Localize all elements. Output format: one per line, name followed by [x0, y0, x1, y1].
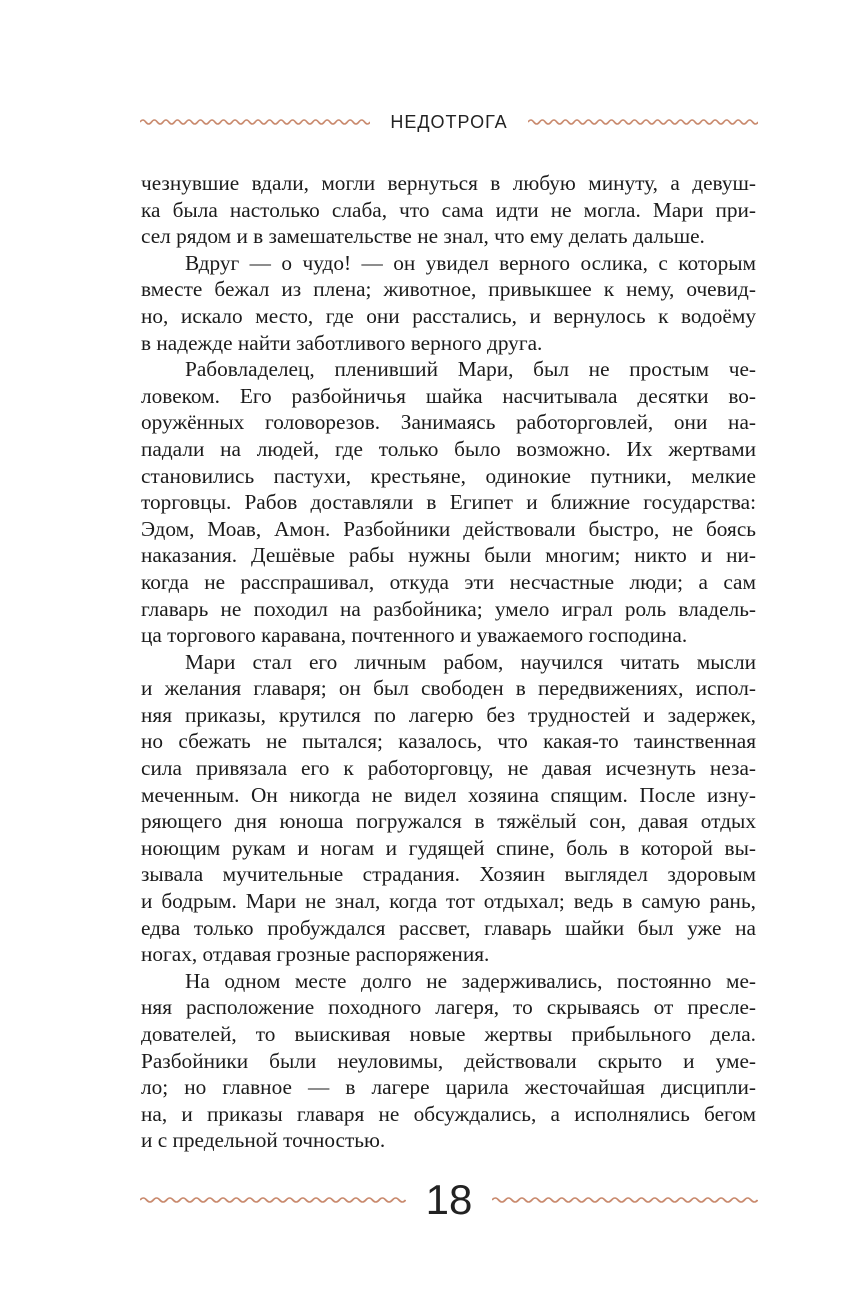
- text-line: и желания главаря; он был свободен в передвижениях, испол-: [141, 676, 756, 701]
- text-line: ловеком. Его разбойничья шайка насчитывала десятки во-: [141, 383, 756, 408]
- body-text: [141, 170, 756, 1154]
- text-line: вместе бежал из плена; животное, привыкшее к нему, очевид-: [141, 277, 756, 302]
- text-line: торговцы. Рабов доставляли в Египет и ближние государства:: [141, 490, 756, 515]
- text-line: чезнувшие вдали, могли вернуться в любую минуту, а девуш-: [141, 171, 756, 195]
- text-line: но сбежать не пытался; казалось, что какая-то таинственная: [141, 729, 756, 754]
- text-line: ло; но главное — в лагере царила жесточайшая дисципли-: [141, 1075, 756, 1100]
- text-line: На одном месте долго не задерживались, постоянно ме-: [185, 968, 756, 993]
- running-header: [140, 104, 758, 140]
- text-line: и бодрым. Мари не знал, когда тот отдыхал; ведь в самую рань,: [141, 889, 756, 914]
- text-line: падали на людей, где только было возможно. Их жертвами: [141, 436, 756, 461]
- text-line: едва только пробуждался рассвет, главарь шайки был уже на: [141, 915, 756, 940]
- text-line: на, и приказы главаря не обсуждались, а исполнялись бегом: [141, 1101, 756, 1126]
- text-line: Эдом, Моав, Амон. Разбойники действовали быстро, не боясь: [141, 516, 756, 541]
- text-line: сел рядом и в замешательстве не знал, что ему делать дальше.: [141, 224, 705, 249]
- text-line: Рабовладелец, пленивший Мари, был не простым че-: [185, 357, 756, 382]
- text-line: главарь не походил на разбойника; умело играл роль владель-: [141, 596, 756, 621]
- wave-ornament-right: [528, 116, 758, 128]
- text-line: в надежде найти заботливого верного друга.: [141, 330, 543, 355]
- wave-ornament-right: [492, 1194, 758, 1206]
- text-line: оружённых головорезов. Занимаясь работорговлей, они на-: [141, 410, 756, 435]
- page-number: 18: [425, 1176, 473, 1223]
- text-line: меченным. Он никогда не видел хозяина спящим. После изну-: [141, 782, 756, 807]
- text-line: когда не расспрашивал, откуда эти несчастные люди; а сам: [141, 569, 756, 594]
- text-line: няя приказы, крутился по лагерю без трудностей и задержек,: [141, 702, 756, 727]
- text-line: и с предельной точностью.: [141, 1128, 386, 1153]
- text-line: Разбойники были неуловимы, действовали скрыто и уме-: [141, 1048, 756, 1073]
- text-line: няя расположение походного лагеря, то скрываясь от пресле-: [141, 995, 756, 1020]
- text-line: Мари стал его личным рабом, научился читать мысли: [185, 649, 756, 674]
- text-line: дователей, то выискивая новые жертвы прибыльного дела.: [141, 1022, 756, 1046]
- text-line: ногах, отдавая грозные распоряжения.: [141, 942, 490, 967]
- text-line: ряющего дня юноша погружался в тяжёлый сон, давая отдых: [141, 809, 756, 834]
- wave-ornament-left: [140, 1194, 406, 1206]
- text-line: зывала мучительные страдания. Хозяин выглядел здоровым: [141, 862, 756, 887]
- text-line: наказания. Дешёвые рабы нужны были многим; никто и ни-: [141, 543, 756, 568]
- text-line: Вдруг — о чудо! — он увидел верного ослика, с которым: [185, 250, 756, 275]
- text-line: ноющим рукам и ногам и гудящей спине, боль в которой вы-: [141, 835, 756, 860]
- text-line: ца торгового каравана, почтенного и уважаемого господина.: [141, 623, 688, 648]
- text-line: ка была настолько слаба, что сама идти не могла. Мари при-: [141, 197, 756, 222]
- page-footer: [140, 1172, 758, 1228]
- wave-ornament-left: [140, 116, 370, 128]
- text-line: становились пастухи, крестьяне, одинокие путники, мелкие: [141, 463, 756, 488]
- text-line: но, искало место, где они расстались, и вернулось к водоёму: [141, 303, 756, 328]
- text-line: сила привязала его к работорговцу, не давая исчезнуть неза-: [141, 756, 756, 781]
- header-title: НЕДОТРОГА: [390, 111, 508, 132]
